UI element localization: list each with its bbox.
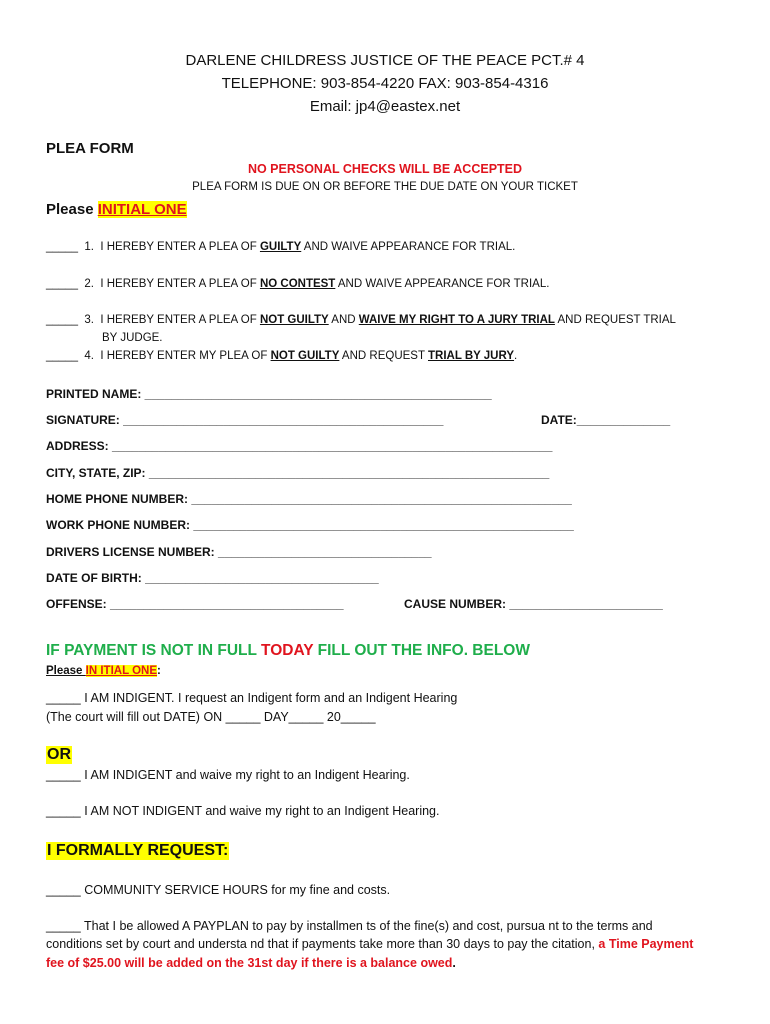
indigent-waive-option[interactable]: _____ I AM INDIGENT and waive my right to an Indigent Hearing. <box>46 768 410 782</box>
option-number: 1. <box>84 241 94 253</box>
payment-initial-instruction <box>46 665 161 677</box>
initial-one-highlight: INITIAL ONE <box>97 201 187 218</box>
plea-form-title: PLEA FORM <box>46 140 134 157</box>
indigent-request-option[interactable]: _____ I AM INDIGENT. I request an Indigent form and an Indigent Hearing <box>46 691 458 705</box>
initial-prefix: Please <box>46 665 86 677</box>
option-number: 4. <box>84 350 94 362</box>
option-keyword: NO CONTEST <box>259 278 336 290</box>
address-field[interactable]: ADDRESS: __________________________________________________________________ <box>46 439 553 453</box>
court-phone-fax: TELEPHONE: 903-854-4220 FAX: 903-854-4316 <box>221 75 549 92</box>
option-keyword: WAIVE MY RIGHT TO A JURY TRIAL <box>358 314 555 326</box>
not-indigent-waive-option[interactable]: _____ I AM NOT INDIGENT and waive my right to an Indigent Hearing. <box>46 804 440 818</box>
home-phone-field[interactable]: HOME PHONE NUMBER: _________________________________________________________ <box>46 492 572 506</box>
option-number: 2. <box>84 278 94 290</box>
signature-field[interactable]: SIGNATURE: ________________________________________________ <box>46 413 444 427</box>
date-of-birth-field[interactable]: DATE OF BIRTH: ___________________________________ <box>46 571 379 585</box>
initial-suffix: : <box>157 665 161 677</box>
option-keyword: NOT GUILTY <box>270 350 340 362</box>
drivers-license-field[interactable]: DRIVERS LICENSE NUMBER: ________________________________ <box>46 545 432 559</box>
payplan-conditions <box>46 937 693 951</box>
period: . <box>452 956 456 970</box>
option-keyword: GUILTY <box>259 241 302 253</box>
community-service-option[interactable]: _____ COMMUNITY SERVICE HOURS for my fine and costs. <box>46 883 391 897</box>
option-text: . <box>514 350 518 362</box>
initial-blank[interactable]: _____ <box>46 278 78 290</box>
payment-heading-today: TODAY <box>261 642 314 659</box>
option-text: AND WAIVE APPEARANCE FOR TRIAL. <box>335 278 550 290</box>
option-text: AND REQUEST TRIAL <box>554 314 676 326</box>
formal-request-heading: I FORMALLY REQUEST: <box>47 842 229 859</box>
city-state-zip-field[interactable]: CITY, STATE, ZIP: ____________________________________________________________ <box>46 466 550 480</box>
option-number: 3. <box>84 314 94 326</box>
option-keyword: TRIAL BY JURY <box>427 350 515 362</box>
plea-option-3[interactable] <box>46 314 676 326</box>
option-text: I HEREBY ENTER A PLEA OF <box>100 241 260 253</box>
plea-option-3-continued: BY JUDGE. <box>102 332 163 344</box>
option-text: I HEREBY ENTER A PLEA OF <box>100 278 260 290</box>
initial-blank[interactable]: _____ <box>46 350 78 362</box>
time-payment-fee-text: a Time Payment <box>598 937 694 951</box>
indigent-hearing-date-line[interactable]: (The court will fill out DATE) ON _____ DAY_____ 20_____ <box>46 710 376 724</box>
payment-heading <box>46 642 530 660</box>
payplan-option[interactable]: _____ That I be allowed A PAYPLAN to pay by installmen ts of the fine(s) and cost, pursua nt to the terms and <box>46 919 653 933</box>
plea-option-2[interactable] <box>46 278 549 290</box>
court-name: DARLENE CHILDRESS JUSTICE OF THE PEACE PCT.# 4 <box>185 52 585 69</box>
no-checks-notice: NO PERSONAL CHECKS WILL BE ACCEPTED <box>247 162 523 176</box>
initial-blank[interactable]: _____ <box>46 241 78 253</box>
printed-name-field[interactable]: PRINTED NAME: ____________________________________________________ <box>46 387 492 401</box>
option-text: AND WAIVE APPEARANCE FOR TRIAL. <box>301 241 516 253</box>
initial-one-instruction <box>46 201 187 218</box>
option-text: I HEREBY ENTER A PLEA OF <box>100 314 260 326</box>
payplan-conditions-text: conditions set by court and understa nd that if payments take more than 30 days to pay the citation, <box>46 937 599 951</box>
due-date-notice: PLEA FORM IS DUE ON OR BEFORE THE DUE DATE ON YOUR TICKET <box>192 181 578 193</box>
cause-number-field[interactable]: CAUSE NUMBER: _______________________ <box>404 597 663 611</box>
initial-prefix: Please <box>46 201 98 218</box>
court-email: Email: jp4@eastex.net <box>309 98 461 115</box>
payment-heading-text: FILL OUT THE INFO. BELOW <box>313 642 530 659</box>
or-label: OR <box>47 746 71 763</box>
option-keyword: NOT GUILTY <box>259 314 329 326</box>
date-field[interactable]: DATE:______________ <box>541 413 671 427</box>
option-text: AND REQUEST <box>339 350 428 362</box>
offense-field[interactable]: OFFENSE: ___________________________________ <box>46 597 344 611</box>
plea-option-1[interactable] <box>46 241 515 253</box>
work-phone-field[interactable]: WORK PHONE NUMBER: _________________________________________________________ <box>46 518 574 532</box>
option-text: AND <box>328 314 359 326</box>
initial-blank[interactable]: _____ <box>46 314 78 326</box>
payment-heading-text: IF PAYMENT IS NOT IN FULL <box>46 642 262 659</box>
option-text: I HEREBY ENTER MY PLEA OF <box>100 350 271 362</box>
initial-one-highlight: IN ITIAL ONE <box>85 665 158 677</box>
plea-option-4[interactable] <box>46 350 517 362</box>
time-payment-fee-text: fee of $25.00 will be added on the 31st day if there is a balance owed <box>46 956 453 970</box>
payplan-fee-notice <box>46 956 456 970</box>
